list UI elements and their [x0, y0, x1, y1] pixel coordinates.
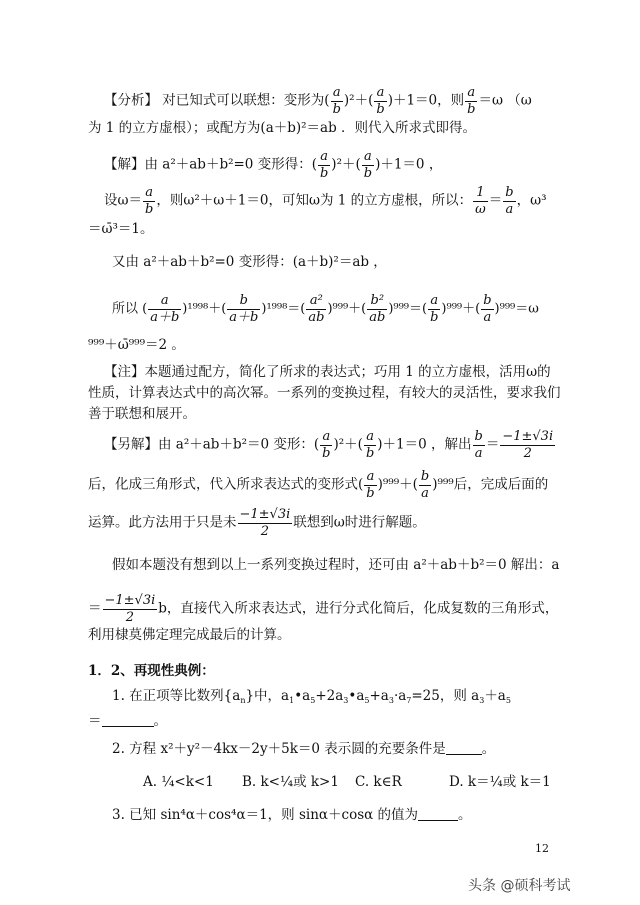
fraction: $\frac{-1\pm√3i}{2}$	[104, 593, 156, 625]
fraction: $\frac{b}{a}$	[483, 293, 492, 325]
fraction: $\frac{a}{b}$	[467, 85, 476, 117]
analysis-line-2: 为 1 的立方虚根）；或配方为(a＋b)²＝ab ．则代入所求式即得。	[88, 120, 477, 136]
page-number: 12	[535, 842, 549, 855]
fraction: $\frac{a}{b}$	[319, 149, 329, 181]
solution-line-4: 又由 a²＋ab＋b²=0 变形得：(a＋b)²＝ab ，	[112, 254, 387, 270]
fraction: $\frac{a}{b}$	[322, 429, 331, 461]
fraction: $\frac{b}{a+b}$	[229, 293, 259, 325]
solution-line-3: ＝ω̄³＝1。	[88, 221, 154, 237]
fraction: $\frac{a}{b}$	[332, 85, 341, 117]
analysis-line-1: 【分析】 对已知式可以联想：变形为( $\frac{a}{b}$ )²＋( $\frac{a}{b}$ )＋1＝0，则 $\frac{a}{b}$ ＝ω （ω	[104, 85, 532, 117]
fraction: $\frac{-1\pm√3i}{2}$	[239, 507, 291, 539]
fraction: $\frac{a}{b}$	[363, 149, 373, 181]
fraction: $\frac{a}{b}$	[365, 429, 375, 461]
watermark: 头条 @硕科考试	[468, 878, 571, 894]
answer-blank[interactable]	[418, 820, 458, 821]
note-line-1: 【注】本题通过配方，简化了所求的表达式；巧用 1 的立方虚根，活用ω的	[104, 364, 551, 380]
fraction: $\frac{b}{a}$	[505, 185, 514, 217]
solution-line-2: 设ω＝ $\frac{a}{b}$ ，则ω²＋ω＋1＝0，可知ω为 1 的立方虚根，所以： $\frac{1}{\omega}$ ＝ $\frac{b}{a}$ ，ω³	[104, 185, 547, 217]
fraction: $\frac{-1\pm√3i}{2}$	[502, 429, 554, 461]
fraction: $\frac{1}{\omega}$	[475, 185, 486, 217]
question-1-answer: ＝ 。	[88, 713, 167, 729]
answer-blank[interactable]	[446, 754, 482, 755]
fraction: $\frac{a}{b}$	[376, 85, 385, 117]
solution-line-6: ⁹⁹⁹＋ω̄⁹⁹⁹＝2 。	[88, 337, 185, 353]
option-d[interactable]: D. k＝¼或 k＝1	[449, 774, 551, 790]
fraction: $\frac{\text{a²}}{ab}$	[308, 293, 325, 325]
fraction: $\frac{a}{b}$	[366, 469, 375, 501]
fraction: $\frac{a}{a+b}$	[150, 293, 180, 325]
fraction: $\frac{a}{b}$	[430, 293, 439, 325]
alt-solution-line-3: 运算。此方法用于只是未 $\frac{-1\pm√3i}{2}$ 联想到ω时进行解题。	[88, 507, 426, 539]
solution-line-1: 【解】由 a²＋ab＋b²=0 变形得：( $\frac{a}{b}$ )²＋( $\frac{a}{b}$ )＋1＝0 ，	[104, 149, 443, 181]
answer-blank[interactable]	[102, 726, 154, 727]
paragraph-line-1: 假如本题没有想到以上一系列变换过程时，还可由 a²＋ab＋b²＝0 解出：a	[112, 557, 560, 573]
option-a[interactable]: A. ¼<k<1	[143, 774, 214, 790]
question-2: 2. 方程 x²＋y²－4kx－2y＋5k＝0 表示圆的充要条件是 。	[112, 741, 496, 757]
note-line-2: 性质，计算表达式中的高次幂。一系列的变换过程，有较大的灵活性，要求我们	[88, 385, 561, 401]
solution-line-5: 所以 ( $\frac{a}{a+b}$ )¹⁹⁹⁸＋( $\frac{b}{a+b}$ )¹⁹⁹⁸＝( $\frac{\text{a²}}{ab}$ )⁹⁹⁹＋( $\frac{\text{b²}}{ab}$ )⁹⁹⁹＝( $\frac{a}{b}$ )⁹⁹⁹＋( $\frac{b}{a}$ )⁹⁹⁹＝ω	[112, 293, 539, 325]
alt-solution-line-1: 【另解】由 a²＋ab＋b²＝0 变形：( $\frac{a}{b}$ )²＋( $\frac{a}{b}$ )＋1＝0 ，解出 $\frac{b}{a}$ ＝ $\frac{-1\pm√3i}{2}$	[104, 429, 554, 461]
note-line-3: 善于联想和展开。	[88, 406, 196, 422]
section-heading: 1．2、再现性典例：	[88, 663, 215, 679]
question-1: 1. 在正项等比数列$\{a_n\}$中，$a_1•a_5+2a_3•a_5+a_3\cdot a_7=25$，则 $a_3+a_5$	[112, 688, 511, 705]
option-b[interactable]: B. k<¼或 k>1	[242, 774, 339, 790]
paragraph-line-3: 利用棣莫佛定理完成最后的计算。	[88, 627, 291, 643]
question-3: 3. 已知 sin⁴α＋cos⁴α＝1，则 sinα＋cosα 的值为 。	[112, 807, 472, 823]
alt-solution-line-2: 后，化成三角形式，代入所求表达式的变形式( $\frac{a}{b}$ )⁹⁹⁹＋( $\frac{b}{a}$ )⁹⁹⁹后，完成后面的	[88, 469, 549, 501]
paragraph-line-2: ＝ $\frac{-1\pm√3i}{2}$ b，直接代入所求表达式，进行分式化简后，化成复数的三角形式，	[88, 593, 559, 625]
fraction: $\frac{a}{b}$	[145, 185, 154, 217]
fraction: $\frac{b}{a}$	[474, 429, 483, 461]
option-c[interactable]: C. k∈R	[355, 774, 402, 790]
fraction: $\frac{\text{b²}}{ab}$	[369, 293, 386, 325]
fraction: $\frac{b}{a}$	[420, 469, 430, 501]
